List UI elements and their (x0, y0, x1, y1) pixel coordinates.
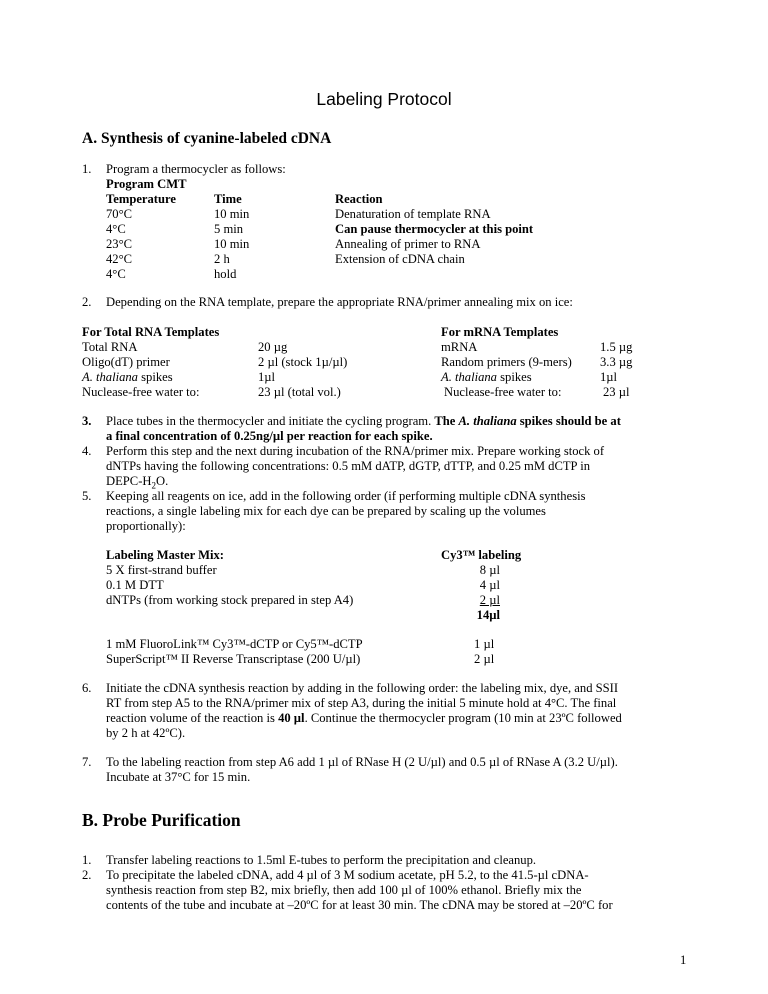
recipe-item: Nuclease-free water to: (82, 385, 200, 399)
table-cell: Annealing of primer to RNA (335, 237, 481, 251)
table-cell: 23°C (106, 237, 133, 251)
step-a7-line: To the labeling reaction from step A6 add 1 µl of RNase H (2 U/µl) and 0.5 µl of RNase A (3.2 U/µl). (106, 755, 618, 769)
col-header-temperature: Temperature (106, 192, 176, 206)
step-a4-subscript: 2 (151, 480, 156, 491)
table-cell: 42°C (106, 252, 133, 266)
table-cell: 5 min (214, 222, 244, 236)
recipe-item-suffix: spikes (496, 370, 532, 384)
table-cell: 4°C (106, 267, 126, 281)
species-name: A. thaliana (82, 370, 138, 384)
step-a4-number: 4. (82, 444, 92, 458)
step-a4-text: O. (155, 474, 169, 488)
recipe-item: mRNA (441, 340, 478, 354)
master-mix-item: 1 mM FluoroLink™ Cy3™-dCTP or Cy5™-dCTP (106, 637, 363, 651)
table-cell: hold (214, 267, 237, 281)
master-mix-amount: 8 µl (479, 563, 500, 577)
final-volume: 40 µl (278, 711, 305, 725)
step-b1-text: Transfer labeling reactions to 1.5ml E-tubes to perform the precipitation and cleanup. (106, 853, 537, 867)
step-a3-bold: The (434, 414, 459, 428)
page-title: Labeling Protocol (316, 89, 452, 109)
step-a5-number: 5. (82, 489, 92, 503)
recipe-amount: 3.3 µg (600, 355, 633, 369)
mrna-heading: For mRNA Templates (441, 325, 559, 339)
recipe-item (82, 370, 173, 385)
recipe-item-suffix: spikes (137, 370, 173, 384)
recipe-item: Oligo(dT) primer (82, 355, 170, 369)
recipe-amount: 2 µl (stock 1µ/µl) (258, 355, 348, 369)
master-mix-amount: 1 µl (474, 637, 495, 651)
master-mix-amount: 2 µl (474, 652, 495, 666)
recipe-amount: 23 µl (total vol.) (258, 385, 341, 399)
page-number: 1 (680, 953, 687, 967)
col-header-reaction: Reaction (335, 192, 383, 206)
recipe-amount: 20 µg (258, 340, 288, 354)
recipe-item (441, 370, 532, 385)
step-a6-line: RT from step A5 to the RNA/primer mix of step A3, during the initial 5 minute hold at 4°C. The final (106, 696, 617, 710)
step-a7-line: Incubate at 37°C for 15 min. (106, 770, 251, 784)
step-a5-line: proportionally): (106, 519, 186, 533)
section-a-heading: A. Synthesis of cyanine-labeled cDNA (82, 130, 332, 147)
step-a1-text: Program a thermocycler as follows: (106, 162, 286, 176)
step-b2-number: 2. (82, 868, 92, 882)
master-mix-heading: Labeling Master Mix: (106, 548, 224, 562)
step-a3-text (106, 414, 621, 429)
step-a1-number: 1. (82, 162, 92, 176)
table-cell: 70°C (106, 207, 133, 221)
recipe-amount: 1µl (258, 370, 276, 384)
table-cell: Extension of cDNA chain (335, 252, 465, 266)
step-a3-number: 3. (82, 414, 92, 428)
step-a6-line: by 2 h at 42ºC). (106, 726, 186, 740)
total-rna-heading: For Total RNA Templates (82, 325, 220, 339)
table-cell: 10 min (214, 207, 250, 221)
step-a2-number: 2. (82, 295, 92, 309)
table-cell: 2 h (214, 252, 230, 266)
step-a6-text: reaction volume of the reaction is (106, 711, 279, 725)
master-mix-amount: 2 µl (479, 593, 500, 607)
step-a6-line: Initiate the cDNA synthesis reaction by adding in the following order: the labeling mix, dye, and SSII (106, 681, 619, 695)
master-mix-item: 5 X first-strand buffer (106, 563, 217, 577)
col-header-time: Time (214, 192, 242, 206)
table-cell: Denaturation of template RNA (335, 207, 491, 221)
recipe-item: Nuclease-free water to: (444, 385, 562, 399)
cy3-heading: Cy3™ labeling (441, 548, 522, 562)
step-a7-number: 7. (82, 755, 92, 769)
step-a6-text: . Continue the thermocycler program (10 min at 23ºC followed (304, 711, 622, 725)
recipe-item: Total RNA (82, 340, 138, 354)
step-b2-line: synthesis reaction from step B2, mix briefly, then add 100 µl of 100% ethanol. Briefly mix the (106, 883, 582, 897)
program-name: Program CMT (106, 177, 187, 191)
species-name: A. thaliana (458, 414, 517, 428)
master-mix-item: 0.1 M DTT (106, 578, 164, 592)
step-a5-line: Keeping all reagents on ice, add in the following order (if performing multiple cDNA synthesis (106, 489, 586, 503)
master-mix-item: dNTPs (from working stock prepared in step A4) (106, 593, 354, 607)
recipe-amount: 23 µl (603, 385, 630, 399)
master-mix-item: SuperScript™ II Reverse Transcriptase (200 U/µl) (106, 652, 361, 666)
master-mix-amount: 4 µl (479, 578, 500, 592)
recipe-item: Random primers (9-mers) (441, 355, 572, 369)
table-cell-pause-note: Can pause thermocycler at this point (335, 222, 534, 236)
step-a4-line: Perform this step and the next during incubation of the RNA/primer mix. Prepare working stock of (106, 444, 605, 458)
step-a2-text: Depending on the RNA template, prepare the appropriate RNA/primer annealing mix on ice: (106, 295, 573, 309)
step-a3-line2: a final concentration of 0.25ng/µl per reaction for each spike. (106, 429, 433, 443)
step-a5-line: reactions, a single labeling mix for each dye can be prepared by scaling up the volumes (106, 504, 546, 518)
master-mix-total: 14µl (476, 608, 500, 622)
table-cell: 10 min (214, 237, 250, 251)
table-cell: 4°C (106, 222, 126, 236)
step-a4-line: dNTPs having the following concentrations: 0.5 mM dATP, dGTP, dTTP, and 0.25 mM dCTP in (106, 459, 591, 473)
recipe-amount: 1.5 µg (600, 340, 633, 354)
step-a3-plain: Place tubes in the thermocycler and initiate the cycling program. (106, 414, 435, 428)
step-a3-bold: spikes should be at (516, 414, 621, 428)
recipe-amount: 1µl (600, 370, 618, 384)
step-b2-line: To precipitate the labeled cDNA, add 4 µl of 3 M sodium acetate, pH 5.2, to the 41.5-µl cDNA- (106, 868, 589, 882)
step-a6-line (106, 711, 622, 726)
step-b1-number: 1. (82, 853, 92, 867)
section-b-heading: B. Probe Purification (82, 810, 241, 830)
species-name: A. thaliana (441, 370, 497, 384)
step-a4-text: DEPC-H (106, 474, 152, 488)
step-b2-line: contents of the tube and incubate at –20ºC for at least 30 min. The cDNA may be stored at –20ºC for (106, 898, 613, 912)
step-a6-number: 6. (82, 681, 92, 695)
